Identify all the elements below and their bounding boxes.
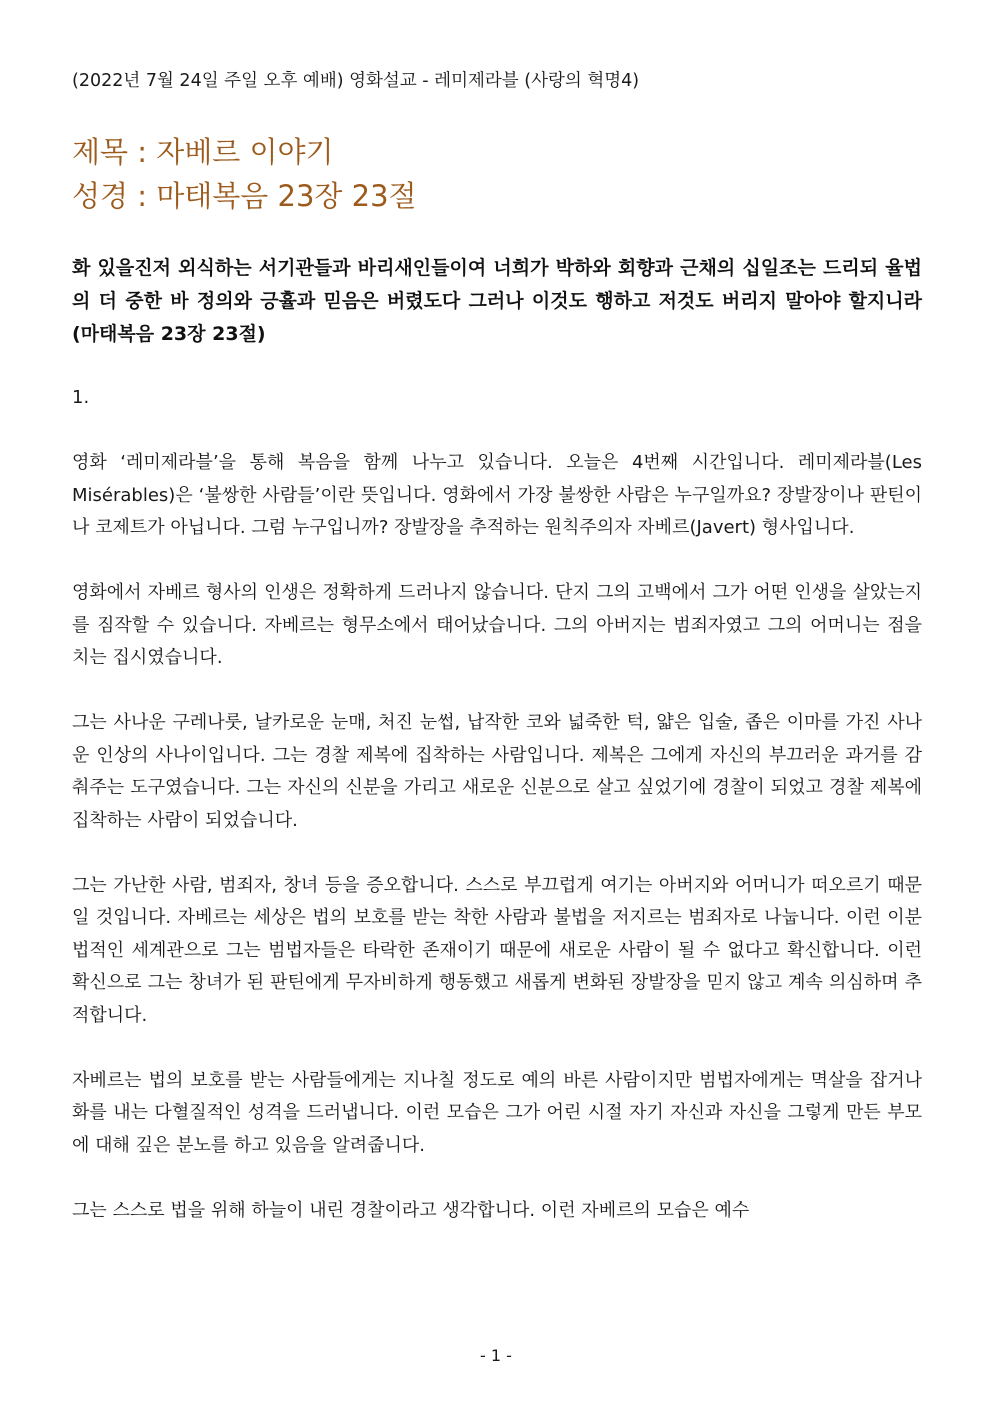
paragraph: 그는 가난한 사람, 범죄자, 창녀 등을 증오합니다. 스스로 부끄럽게 여기는 아버지와 어머니가 떠오르기 때문일 것입니다. 자베르는 세상은 법의 보호를 받는 착한 사람과 불법을 저지르는 범죄자로 나눕니다. 이런 이분법적인 세계관으로 그는 범법자들은 타락한 존재이기 때문에 새로운 사람이 될 수 없다고 확신합니다. 이런 확신으로 그는 창녀가 된 판틴에게 무자비하게 행동했고 새롭게 변화된 장발장을 믿지 않고 계속 의심하며 추적합니다. [72, 874, 922, 1026]
sermon-body [72, 382, 922, 1260]
paragraph: 자베르는 법의 보호를 받는 사람들에게는 지나칠 정도로 예의 바른 사람이지만 범법자에게는 멱살을 잡거나 화를 내는 다혈질적인 성격을 드러냅니다. 이런 모습은 그가 어린 시절 자기 자신과 자신을 그렇게 만든 부모에 대해 깊은 분노를 하고 있음을 알려줍니다. [72, 1069, 922, 1156]
scripture-verse: 화 있을진저 외식하는 서기관들과 바리새인들이여 너희가 박하와 회향과 근채의 십일조는 드리되 율법의 더 중한 바 정의와 긍휼과 믿음은 버렸도다 그러나 이것도 행하고 저것도 버리지 말아야 할지니라 (마태복음 23장 23절) [72, 257, 922, 345]
paragraph: 영화 ‘레미제라블’을 통해 복음을 함께 나누고 있습니다. 오늘은 4번째 시간입니다. 레미제라블(Les Misérables)은 ‘불쌍한 사람들’이란 뜻입니다. 영화에서 가장 불쌍한 사람은 누구일까요? 장발장이나 판틴이나 코제트가 아닙니다. 그럼 누구입니까? 장발장을 추적하는 원칙주의자 자베르(Javert) 형사입니다. [72, 452, 922, 538]
sermon-title: 제목 : 자베르 이야기 [72, 135, 334, 169]
service-header: (2022년 7월 24일 주일 오후 예배) 영화설교 - 레미제라블 (사랑의 혁명4) [72, 71, 640, 91]
paragraph: 그는 사나운 구레나룻, 날카로운 눈매, 처진 눈썹, 납작한 코와 넓죽한 턱, 얇은 입술, 좁은 이마를 가진 사나운 인상의 사나이입니다. 그는 경찰 제복에 집착하는 사람입니다. 제복은 그에게 자신의 부끄러운 과거를 감춰주는 도구였습니다. 그는 자신의 신분을 가리고 새로운 신분으로 살고 싶었기에 경찰이 되었고 경찰 제복에 집착하는 사람이 되었습니다. [72, 712, 922, 831]
paragraph: 영화에서 자베르 형사의 인생은 정확하게 드러나지 않습니다. 단지 그의 고백에서 그가 어떤 인생을 살았는지를 짐작할 수 있습니다. 자베르는 형무소에서 태어났습니다. 그의 아버지는 범죄자였고 그의 어머니는 점을 치는 집시였습니다. [72, 582, 922, 668]
section-number: 1. [72, 387, 90, 408]
scripture-reference: 성경 : 마태복음 23장 23절 [72, 179, 417, 213]
paragraph: 그는 스스로 법을 위해 하늘이 내린 경찰이라고 생각합니다. 이런 자베르의 모습은 예수 [72, 1199, 750, 1221]
page-number: - 1 - [480, 1346, 512, 1365]
